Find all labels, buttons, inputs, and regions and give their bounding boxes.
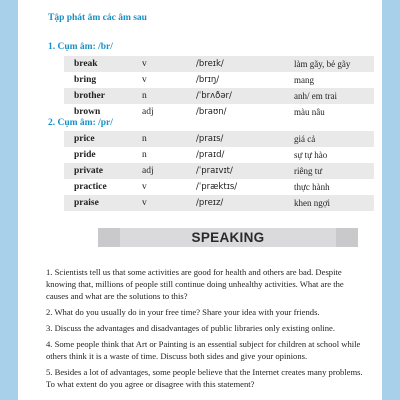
word: pride bbox=[64, 147, 132, 163]
meaning: riêng tư bbox=[284, 163, 374, 179]
meaning: làm gãy, bẻ gãy bbox=[284, 56, 374, 72]
meaning: sự tự hào bbox=[284, 147, 374, 163]
pronunciation: /brɪŋ/ bbox=[186, 72, 284, 88]
part-of-speech: adj bbox=[132, 104, 186, 120]
table-row bbox=[64, 72, 374, 88]
word: brown bbox=[64, 104, 132, 120]
part-of-speech: v bbox=[132, 72, 186, 88]
question-item: 3. Discuss the advantages and disadvantages of public libraries only existing online. bbox=[46, 323, 336, 333]
word: break bbox=[64, 56, 132, 72]
question-item: 5. Besides a lot of advantages, some people believe that the Internet creates many problems. To what extent do you agree or disagree with this statement? bbox=[46, 367, 363, 389]
pronunciation: /ˈbrʌðər/ bbox=[186, 88, 284, 104]
meaning: anh/ em trai bbox=[284, 88, 374, 104]
vocab-table-br bbox=[64, 56, 374, 120]
group-label-pr: 2. Cụm âm: /pr/ bbox=[48, 118, 113, 128]
pronunciation: /praɪd/ bbox=[186, 147, 284, 163]
document-page bbox=[18, 0, 382, 400]
banner-right-tab bbox=[336, 228, 358, 247]
word: price bbox=[64, 131, 132, 147]
word: praise bbox=[64, 195, 132, 211]
vocab-table-pr bbox=[64, 131, 374, 211]
pronunciation: /ˈpraɪvɪt/ bbox=[186, 163, 284, 179]
pronunciation: /braʊn/ bbox=[186, 104, 284, 120]
pronunciation: /breɪk/ bbox=[186, 56, 284, 72]
table-row bbox=[64, 131, 374, 147]
section-heading: Tập phát âm các âm sau bbox=[48, 13, 147, 23]
meaning: mang bbox=[284, 72, 374, 88]
meaning: khen ngợi bbox=[284, 195, 374, 211]
word: bring bbox=[64, 72, 132, 88]
group-label-br: 1. Cụm âm: /br/ bbox=[48, 42, 113, 52]
speaking-banner bbox=[98, 228, 358, 247]
table-row bbox=[64, 88, 374, 104]
meaning: màu nâu bbox=[284, 104, 374, 120]
part-of-speech: adj bbox=[132, 163, 186, 179]
meaning: giá cả bbox=[284, 131, 374, 147]
table-row bbox=[64, 163, 374, 179]
table-row bbox=[64, 179, 374, 195]
table-row bbox=[64, 195, 374, 211]
part-of-speech: n bbox=[132, 88, 186, 104]
meaning: thực hành bbox=[284, 179, 374, 195]
part-of-speech: n bbox=[132, 147, 186, 163]
question-item: 2. What do you usually do in your free time? Share your idea with your friends. bbox=[46, 307, 320, 317]
question-item: 4. Some people think that Art or Painting is an essential subject for children at school while others think it is a waste of time. Discuss both sides and give your opinions. bbox=[46, 339, 361, 361]
speaking-questions bbox=[46, 266, 368, 394]
pronunciation: /preɪz/ bbox=[186, 195, 284, 211]
banner-left-tab bbox=[98, 228, 120, 247]
part-of-speech: v bbox=[132, 179, 186, 195]
speaking-title: SPEAKING bbox=[191, 230, 265, 245]
part-of-speech: v bbox=[132, 56, 186, 72]
word: practice bbox=[64, 179, 132, 195]
word: brother bbox=[64, 88, 132, 104]
table-row bbox=[64, 147, 374, 163]
part-of-speech: n bbox=[132, 131, 186, 147]
pronunciation: /ˈpræktɪs/ bbox=[186, 179, 284, 195]
table-row bbox=[64, 56, 374, 72]
word: private bbox=[64, 163, 132, 179]
pronunciation: /praɪs/ bbox=[186, 131, 284, 147]
question-item: 1. Scientists tell us that some activities are good for health and others are bad. Despite knowing that, millions of people still continue doing unhealthy activities. What are the causes and what are the solutions to this? bbox=[46, 267, 344, 301]
part-of-speech: v bbox=[132, 195, 186, 211]
